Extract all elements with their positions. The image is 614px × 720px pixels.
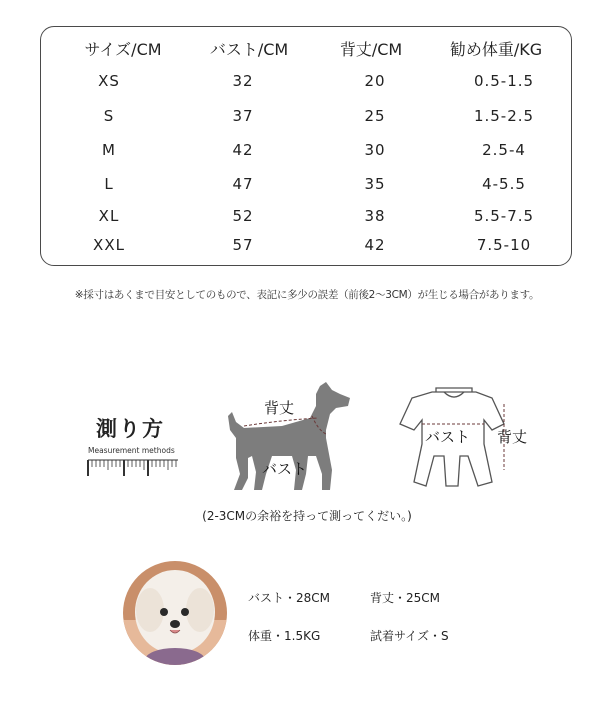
table-cell: 25: [364, 107, 386, 125]
table-cell: L: [104, 175, 114, 193]
measurement-note: ※採寸はあくまで目安としてのもので、表記に多少の誤差（前後2〜3CM）が生じる場合があります。: [74, 289, 540, 301]
header-weight: 勧め体重/KG: [449, 40, 543, 59]
header-size: サイズ/CM: [84, 40, 162, 59]
table-cell: 4-5.5: [482, 175, 526, 193]
table-cell: 32: [232, 72, 254, 90]
table-cell: XS: [98, 72, 120, 90]
table-cell: 5.5-7.5: [473, 207, 535, 225]
table-cell: 20: [364, 72, 386, 90]
table-cell: 1.5-2.5: [473, 107, 535, 125]
header-bust: バスト/CM: [209, 40, 289, 59]
model-bust: バスト・28CM: [248, 591, 331, 605]
model-weight: 体重・1.5KG: [248, 629, 321, 643]
allowance-note: (2-3CMの余裕を持って測ってくだい。): [202, 509, 412, 523]
table-cell: 0.5-1.5: [473, 72, 535, 90]
table-cell: 37: [232, 107, 254, 125]
size-table: [40, 26, 572, 266]
model-length: 背丈・25CM: [370, 591, 441, 605]
table-cell: XL: [98, 207, 120, 225]
table-cell: 47: [232, 175, 254, 193]
measure-title: 測り方: [96, 417, 165, 441]
table-cell: M: [102, 141, 116, 159]
table-cell: 38: [364, 207, 386, 225]
table-cell: 42: [364, 236, 386, 254]
model-dog-photo: [122, 560, 228, 666]
table-cell: 52: [232, 207, 254, 225]
table-cell: 7.5-10: [476, 236, 532, 254]
table-cell: S: [103, 107, 115, 125]
dog-length-label: 背丈: [264, 399, 295, 417]
shirt-bust-label: バスト: [425, 428, 471, 446]
table-cell: 42: [232, 141, 254, 159]
table-cell: 30: [364, 141, 386, 159]
table-cell: 35: [364, 175, 386, 193]
table-cell: 57: [232, 236, 254, 254]
table-cell: 2.5-4: [482, 141, 526, 159]
table-cell: XXL: [93, 236, 125, 254]
dog-bust-label: バスト: [262, 460, 308, 478]
model-fitting-size: 試着サイズ・S: [370, 629, 449, 643]
shirt-length-label: 背丈: [497, 428, 528, 446]
ruler-icon: [86, 458, 182, 480]
measure-subtitle: Measurement methods: [88, 446, 175, 455]
header-length: 背丈/CM: [339, 40, 403, 59]
